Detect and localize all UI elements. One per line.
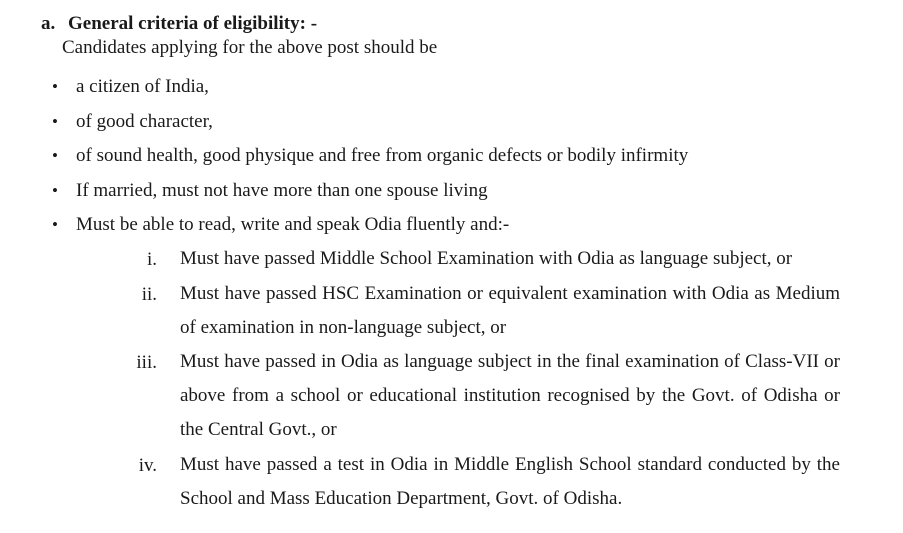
sub-item-text: Must have passed in Odia as language subject in the final examination of Class-VII or above from a school or educational institution recognised by the Govt. of Odisha or the Central Govt., or bbox=[180, 351, 840, 440]
bullet-item-odia bbox=[52, 214, 509, 236]
bullet-item-citizen bbox=[52, 76, 209, 98]
bullet-item-married bbox=[52, 180, 488, 202]
sub-item-number: iii. bbox=[136, 352, 157, 373]
sub-item-text: Must have passed HSC Examination or equivalent examination with Odia as Medium of examination in non-language subject, or bbox=[180, 283, 840, 338]
sub-item-number: iv. bbox=[138, 455, 157, 476]
section-heading bbox=[41, 13, 317, 35]
section-title: General criteria of eligibility: - bbox=[68, 13, 318, 34]
bullet-text: of good character, bbox=[76, 111, 213, 132]
bullet-dot-icon: • bbox=[52, 215, 58, 234]
bullet-item-character bbox=[52, 111, 213, 133]
bullet-dot-icon: • bbox=[52, 77, 58, 96]
sub-item-text: Must have passed Middle School Examination with Odia as language subject, or bbox=[180, 248, 793, 269]
sub-item-number: i. bbox=[146, 249, 157, 270]
bullet-text: Must be able to read, write and speak Odia fluently and:- bbox=[76, 214, 510, 235]
section-marker: a. bbox=[41, 13, 56, 34]
bullet-text: If married, must not have more than one spouse living bbox=[76, 180, 488, 201]
section-intro: Candidates applying for the above post should be bbox=[62, 37, 438, 58]
bullet-dot-icon: • bbox=[52, 146, 58, 165]
bullet-dot-icon: • bbox=[52, 181, 58, 200]
bullet-text: of sound health, good physique and free from organic defects or bodily infirmity bbox=[76, 145, 689, 166]
bullet-item-health bbox=[52, 145, 688, 167]
bullet-dot-icon: • bbox=[52, 112, 58, 131]
sub-item-number: ii. bbox=[141, 284, 157, 305]
sub-item-text: Must have passed a test in Odia in Middle English School standard conducted by the School and Mass Education Department, Govt. of Odisha. bbox=[180, 454, 840, 509]
bullet-text: a citizen of India, bbox=[76, 76, 209, 97]
